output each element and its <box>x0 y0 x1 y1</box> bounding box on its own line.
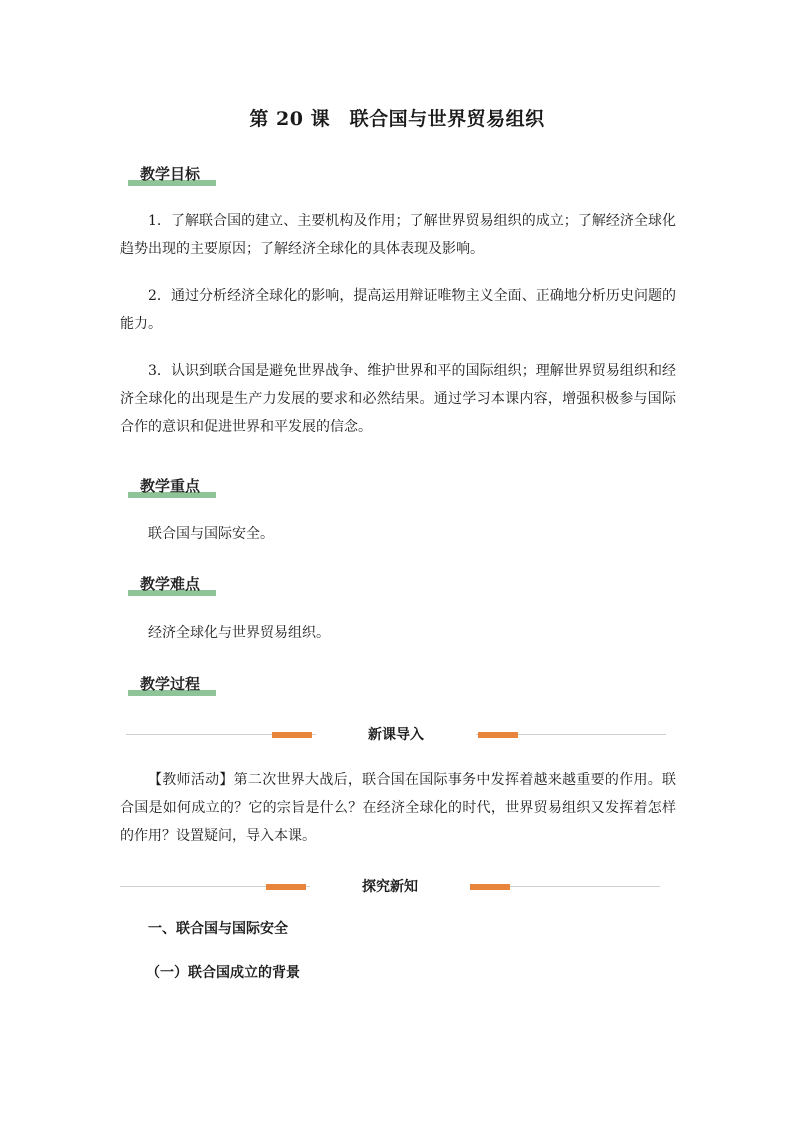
divider-intro <box>126 724 666 746</box>
divider-block-left <box>272 732 312 738</box>
section-header-label: 教学重点 <box>140 477 201 495</box>
divider-block-right <box>470 884 510 890</box>
section-header-label: 教学难点 <box>140 575 201 593</box>
intro-paragraph: 【教师活动】第二次世界大战后，联合国在国际事务中发挥着越来越重要的作用。联合国是如何成立的？它的宗旨是什么？在经济全球化的时代，世界贸易组织又发挥着怎样的作用？设置疑问，导入本课。 <box>120 772 676 844</box>
objective-item-2: 2．通过分析经济全球化的影响，提高运用辩证唯物主义全面、正确地分析历史问题的能力。 <box>120 288 676 332</box>
divider-block-right <box>478 732 518 738</box>
key-point-text: 联合国与国际安全。 <box>148 526 274 542</box>
section-header-objectives <box>128 158 216 186</box>
divider-explore <box>120 876 660 898</box>
section-header-label: 教学过程 <box>140 675 201 693</box>
section-header-label: 教学目标 <box>140 165 201 183</box>
section-header-process <box>128 668 216 696</box>
section-header-difficulties <box>128 568 216 596</box>
heading-level-2: （一）联合国成立的背景 <box>146 965 300 981</box>
divider-block-left <box>266 884 306 890</box>
divider-label: 新课导入 <box>316 724 476 746</box>
objective-item-3: 3．认识到联合国是避免世界战争、维护世界和平的国际组织；理解世界贸易组织和经济全球化的出现是生产力发展的要求和必然结果。通过学习本课内容，增强积极参与国际合作的意识和促进世界和平发展的信念。 <box>120 363 676 435</box>
objective-item-1: 1．了解联合国的建立、主要机构及作用；了解世界贸易组织的成立；了解经济全球化趋势出现的主要原因；了解经济全球化的具体表现及影响。 <box>120 213 676 257</box>
difficulty-text: 经济全球化与世界贸易组织。 <box>148 625 330 641</box>
divider-label: 探究新知 <box>310 876 470 898</box>
section-header-key-points <box>128 470 216 498</box>
lesson-title: 第 20 课 联合国与世界贸易组织 <box>249 108 545 130</box>
heading-level-1: 一、联合国与国际安全 <box>148 921 288 937</box>
